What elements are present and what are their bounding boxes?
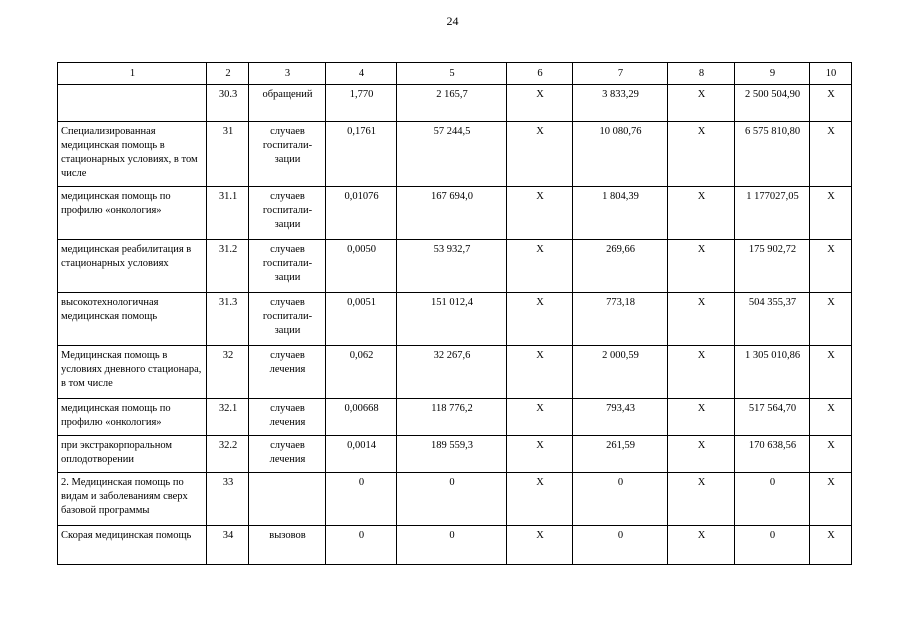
row-col10: Х — [810, 293, 852, 346]
row-cost: 151 012,4 — [397, 293, 507, 346]
row-norm: 0,00668 — [326, 399, 397, 436]
row-col10: Х — [810, 187, 852, 240]
column-number: 4 — [326, 63, 397, 85]
tariff-table — [57, 62, 852, 565]
row-col9: 0 — [735, 473, 810, 526]
row-unit: случаев лечения — [249, 346, 326, 399]
row-unit — [249, 473, 326, 526]
row-name: Скорая медицинская помощь — [58, 526, 207, 565]
row-norm: 0,0050 — [326, 240, 397, 293]
row-col9: 2 500 504,90 — [735, 85, 810, 122]
row-unit: случаев госпитали-зации — [249, 240, 326, 293]
row-norm: 0 — [326, 526, 397, 565]
column-number: 7 — [573, 63, 668, 85]
row-name: Специализированная медицинская помощь в стационарных условиях, в том числе — [58, 122, 207, 187]
row-col9: 6 575 810,80 — [735, 122, 810, 187]
row-col9: 517 564,70 — [735, 399, 810, 436]
row-name: медицинская помощь по профилю «онкология» — [58, 187, 207, 240]
row-name: 2. Медицинская помощь по видам и заболеваниям сверх базовой программы — [58, 473, 207, 526]
row-col7: 261,59 — [573, 436, 668, 473]
row-col10: Х — [810, 473, 852, 526]
row-code: 32.1 — [207, 399, 249, 436]
row-code: 31.1 — [207, 187, 249, 240]
row-col8: Х — [668, 122, 735, 187]
column-number: 2 — [207, 63, 249, 85]
row-col10: Х — [810, 85, 852, 122]
row-unit: случаев лечения — [249, 399, 326, 436]
row-col8: Х — [668, 293, 735, 346]
row-cost: 0 — [397, 526, 507, 565]
row-col7: 269,66 — [573, 240, 668, 293]
row-norm: 0,0051 — [326, 293, 397, 346]
row-code: 34 — [207, 526, 249, 565]
row-col9: 1 305 010,86 — [735, 346, 810, 399]
row-col8: Х — [668, 346, 735, 399]
column-number: 3 — [249, 63, 326, 85]
row-col9: 170 638,56 — [735, 436, 810, 473]
column-number: 10 — [810, 63, 852, 85]
row-name: Медицинская помощь в условиях дневного стационара, в том числе — [58, 346, 207, 399]
row-col6: Х — [507, 240, 573, 293]
table-row — [58, 436, 852, 473]
row-unit: обращений — [249, 85, 326, 122]
row-cost: 57 244,5 — [397, 122, 507, 187]
row-code: 32 — [207, 346, 249, 399]
table-row — [58, 293, 852, 346]
table-row — [58, 187, 852, 240]
row-cost: 2 165,7 — [397, 85, 507, 122]
row-col6: Х — [507, 85, 573, 122]
table-row — [58, 240, 852, 293]
table-row — [58, 526, 852, 565]
row-unit: вызовов — [249, 526, 326, 565]
row-norm: 0 — [326, 473, 397, 526]
column-number: 5 — [397, 63, 507, 85]
row-col7: 0 — [573, 473, 668, 526]
table-row — [58, 85, 852, 122]
row-code: 31 — [207, 122, 249, 187]
row-col8: Х — [668, 473, 735, 526]
column-number: 9 — [735, 63, 810, 85]
row-code: 31.3 — [207, 293, 249, 346]
row-col10: Х — [810, 436, 852, 473]
row-unit: случаев госпитали-зации — [249, 187, 326, 240]
row-col10: Х — [810, 399, 852, 436]
row-col10: Х — [810, 122, 852, 187]
table-row — [58, 346, 852, 399]
row-cost: 0 — [397, 473, 507, 526]
row-col9: 1 177027,05 — [735, 187, 810, 240]
row-col8: Х — [668, 436, 735, 473]
column-number: 1 — [58, 63, 207, 85]
row-col9: 175 902,72 — [735, 240, 810, 293]
row-name — [58, 85, 207, 122]
row-name: медицинская помощь по профилю «онкология» — [58, 399, 207, 436]
row-col8: Х — [668, 399, 735, 436]
row-name: при экстракорпоральном оплодотворении — [58, 436, 207, 473]
row-cost: 32 267,6 — [397, 346, 507, 399]
row-col6: Х — [507, 473, 573, 526]
row-norm: 0,1761 — [326, 122, 397, 187]
row-code: 31.2 — [207, 240, 249, 293]
row-name: медицинская реабилитация в стационарных условиях — [58, 240, 207, 293]
row-norm: 0,01076 — [326, 187, 397, 240]
row-unit: случаев лечения — [249, 436, 326, 473]
column-number: 8 — [668, 63, 735, 85]
row-norm: 0,062 — [326, 346, 397, 399]
row-col8: Х — [668, 187, 735, 240]
row-unit: случаев госпитали-зации — [249, 293, 326, 346]
row-col7: 793,43 — [573, 399, 668, 436]
row-col6: Х — [507, 187, 573, 240]
row-col8: Х — [668, 85, 735, 122]
row-cost: 118 776,2 — [397, 399, 507, 436]
row-col6: Х — [507, 293, 573, 346]
row-cost: 53 932,7 — [397, 240, 507, 293]
row-code: 30.3 — [207, 85, 249, 122]
row-col7: 3 833,29 — [573, 85, 668, 122]
row-col9: 504 355,37 — [735, 293, 810, 346]
table-row — [58, 473, 852, 526]
row-col7: 10 080,76 — [573, 122, 668, 187]
row-name: высокотехнологичная медицинская помощь — [58, 293, 207, 346]
row-col10: Х — [810, 346, 852, 399]
row-code: 33 — [207, 473, 249, 526]
column-number: 6 — [507, 63, 573, 85]
page-number: 24 — [446, 14, 459, 28]
row-col6: Х — [507, 122, 573, 187]
table-row — [58, 399, 852, 436]
row-col9: 0 — [735, 526, 810, 565]
row-col10: Х — [810, 240, 852, 293]
row-cost: 189 559,3 — [397, 436, 507, 473]
row-cost: 167 694,0 — [397, 187, 507, 240]
row-col6: Х — [507, 399, 573, 436]
row-col8: Х — [668, 240, 735, 293]
row-col7: 2 000,59 — [573, 346, 668, 399]
table-row — [58, 122, 852, 187]
row-norm: 1,770 — [326, 85, 397, 122]
row-code: 32.2 — [207, 436, 249, 473]
column-number-row — [58, 63, 852, 85]
row-col6: Х — [507, 526, 573, 565]
row-col7: 0 — [573, 526, 668, 565]
row-col10: Х — [810, 526, 852, 565]
row-col7: 1 804,39 — [573, 187, 668, 240]
row-unit: случаев госпитали-зации — [249, 122, 326, 187]
row-col6: Х — [507, 436, 573, 473]
row-col7: 773,18 — [573, 293, 668, 346]
row-col6: Х — [507, 346, 573, 399]
row-norm: 0,0014 — [326, 436, 397, 473]
row-col8: Х — [668, 526, 735, 565]
